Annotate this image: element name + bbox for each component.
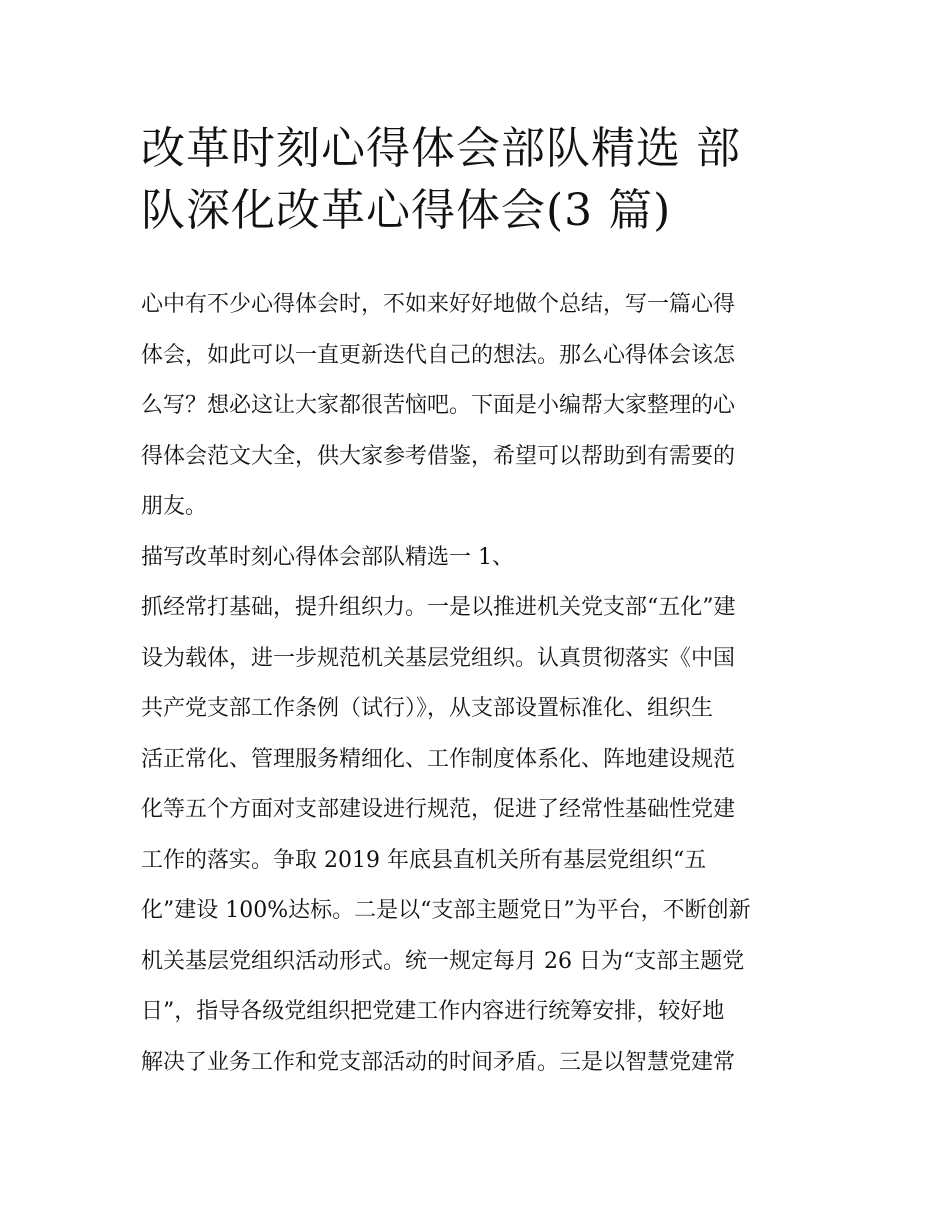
body-line: 么写？想必这让大家都很苦恼吧。下面是小编帮大家整理的心 — [141, 393, 736, 418]
title-line-2: 队深化改革心得体会(3 篇) — [141, 185, 672, 236]
body-line: 体会，如此可以一直更新迭代自己的想法。那么心得体会该怎 — [141, 342, 736, 368]
body-line: 化等五个方面对支部建设进行规范，促进了经常性基础性党建 — [141, 797, 736, 822]
body-line: 化”建设 100%达标。二是以“支部主题党日”为平台，不断创新 — [141, 898, 751, 923]
body-line: 抓经常打基础，提升组织力。一是以推进机关党支部“五化”建 — [141, 595, 736, 620]
title-line-1: 改革时刻心得体会部队精选 部 — [141, 123, 741, 174]
document-body — [141, 280, 821, 1088]
document-title — [141, 118, 821, 242]
body-line: 工作的落实。争取 2019 年底县直机关所有基层党组织“五 — [141, 847, 707, 873]
body-line: 活正常化、管理服务精细化、工作制度体系化、阵地建设规范 — [141, 746, 736, 772]
body-line: 机关基层党组织活动形式。统一规定每月 26 日为“支部主题党 — [141, 948, 745, 974]
body-line: 得体会范文大全，供大家参考借鉴，希望可以帮助到有需要的 — [141, 443, 736, 469]
body-line: 设为载体，进一步规范机关基层党组织。认真贯彻落实《中国 — [141, 645, 736, 671]
body-line: 心中有不少心得体会时，不如来好好地做个总结，写一篇心得 — [141, 292, 736, 317]
body-line: 日”，指导各级党组织把党建工作内容进行统筹安排，较好地 — [141, 999, 725, 1024]
body-line: 解决了业务工作和党支部活动的时间矛盾。三是以智慧党建常 — [141, 1049, 736, 1075]
body-line: 共产党支部工作条例（试行）》，从支部设置标准化、组织生 — [141, 696, 714, 721]
body-line: 朋友。 — [141, 494, 208, 519]
section-heading: 描写改革时刻心得体会部队精选一 1、 — [141, 544, 514, 570]
